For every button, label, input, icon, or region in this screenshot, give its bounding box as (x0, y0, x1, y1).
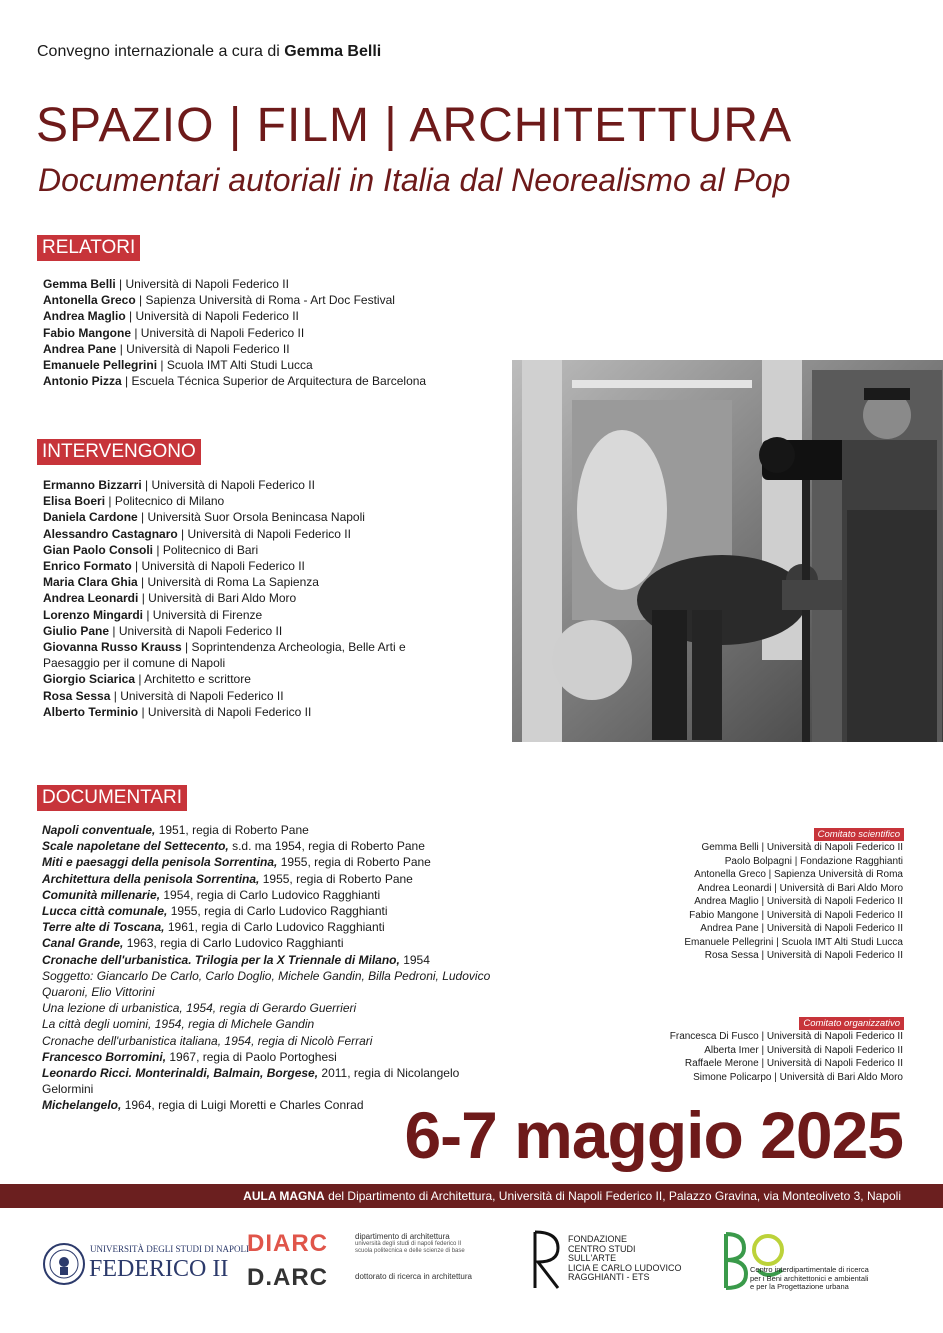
person-row: Elisa Boeri | Politecnico di Milano (43, 494, 225, 509)
darc-desc: dottorato di ricerca in architettura (355, 1272, 472, 1281)
person-affiliation: Università di Firenze (152, 607, 263, 622)
film-info: 1964, regia di Luigi Moretti e Charles Conrad (124, 1098, 364, 1113)
person-name: Maria Clara Ghia (43, 575, 138, 590)
person-name: Enrico Formato (43, 559, 132, 574)
person-row: Fabio Mangone | Università di Napoli Federico II (43, 325, 305, 340)
committee-member: Andrea Pane | Università di Napoli Federico II (700, 923, 903, 934)
person-row: Andrea Leonardi | Università di Bari Aldo Moro (43, 591, 297, 606)
film-row (42, 919, 512, 935)
page-subtitle: Documentari autoriali in Italia dal Neorealismo al Pop (38, 162, 791, 198)
page-title: SPAZIO | FILM | ARCHITETTURA (36, 99, 793, 152)
film-title: Terre alte di Toscana, (42, 920, 165, 935)
film-info: La città degli uomini, 1954, regia di Michele Gandin (42, 1017, 315, 1032)
film-row (42, 1065, 512, 1097)
fondazione-line-4: LICIA E CARLO LUDOVICO (568, 1262, 682, 1273)
person-row: Giorgio Sciarica | Architetto e scrittore (43, 672, 251, 687)
film-title: Canal Grande, (42, 936, 124, 951)
bao-text (750, 1266, 869, 1292)
committee-member: Simone Policarpo | Università di Bari Aldo Moro (693, 1071, 903, 1083)
unina-seal-icon (42, 1242, 86, 1286)
person-row: Giulio Pane | Università di Napoli Federico II (43, 623, 283, 638)
person-affiliation: Università Suor Orsola Benincasa Napoli (147, 510, 365, 525)
film-row (42, 1000, 512, 1016)
person-row: Giovanna Russo Krauss | Soprintendenza Archeologia, Belle Arti e (43, 640, 406, 655)
diarc-desc-2: università degli studi di napoli federico II (355, 1241, 462, 1247)
person-name: Alessandro Castagnaro (43, 526, 178, 541)
person-row: Alberto Terminio | Università di Napoli Federico II (43, 704, 312, 719)
film-info: 1954, regia di Carlo Ludovico Ragghianti (163, 887, 381, 902)
section-heading-intervengono: INTERVENGONO (37, 439, 201, 465)
person-affiliation: Università di Napoli Federico II (141, 559, 305, 574)
film-info: 2011, regia di Nicolangelo Gelormini (42, 1066, 460, 1097)
committee-member: Antonella Greco | Sapienza Università di Roma (694, 869, 903, 880)
person-affiliation: Politecnico di Bari (162, 542, 259, 557)
person-row: Antonella Greco | Sapienza Università di Roma - Art Doc Festival (43, 293, 395, 308)
person-row: Gian Paolo Consoli | Politecnico di Bari (43, 542, 259, 557)
person-affiliation: Scuola IMT Alti Studi Lucca (166, 358, 313, 373)
unina-top-text: UNIVERSITÀ DEGLI STUDI DI NAPOLI (90, 1244, 249, 1254)
film-title: Napoli conventuale, (42, 823, 156, 837)
film-title: Michelangelo, (42, 1098, 122, 1113)
relatori-list (43, 276, 426, 389)
film-info: 1967, regia di Paolo Portoghesi (169, 1049, 337, 1064)
person-row: Ermanno Bizzarri | Università di Napoli Federico II (43, 478, 315, 492)
film-title: Architettura della penisola Sorrentina, (42, 871, 260, 886)
film-title: Leonardo Ricci. Monterinaldi, Balmain, Borgese, (42, 1066, 319, 1081)
person-affiliation: Università di Roma La Sapienza (147, 575, 319, 590)
film-title: Scale napoletane del Settecento, (42, 839, 229, 854)
person-affiliation: Università di Napoli Federico II (187, 526, 351, 541)
person-name: Rosa Sessa (43, 688, 111, 703)
comitato-scientifico-list (684, 841, 903, 963)
fondazione-line-3: SULL'ARTE (568, 1253, 617, 1263)
film-row (42, 1049, 512, 1065)
person-row: Maria Clara Ghia | Università di Roma La Sapienza (43, 575, 319, 590)
film-info: 1955, regia di Roberto Pane (280, 855, 431, 870)
film-info: Una lezione di urbanistica, 1954, regia di Gerardo Guerrieri (42, 1001, 357, 1016)
person-row: Gemma Belli | Università di Napoli Federico II (43, 277, 289, 291)
film-info: 1951, regia di Roberto Pane (158, 823, 309, 837)
film-row (42, 822, 512, 838)
venue-bar (0, 1184, 943, 1208)
diarc-desc-3: scuola politecnica e delle scienze di base (355, 1248, 465, 1254)
person-row: Lorenzo Mingardi | Università di Firenze (43, 607, 263, 622)
person-affiliation: Università di Napoli Federico II (120, 688, 284, 703)
film-row (42, 838, 512, 854)
curator-name: Gemma Belli (284, 43, 382, 60)
person-affiliation: Paesaggio per il comune di Napoli (43, 656, 226, 671)
archival-photo-illustration (512, 360, 943, 742)
film-row (42, 903, 512, 919)
committee-member: Alberta Imer | Università di Napoli Federico II (704, 1044, 903, 1056)
person-row: Enrico Formato | Università di Napoli Federico II (43, 559, 305, 574)
darc-wordmark: D.ARC (247, 1264, 328, 1291)
person-row: Rosa Sessa | Università di Napoli Federico II (43, 688, 284, 703)
film-row (42, 854, 512, 870)
person-affiliation: Soprintendenza Archeologia, Belle Arti e (191, 640, 406, 655)
person-name: Andrea Maglio (43, 309, 126, 324)
person-row: Antonio Pizza | Escuela Técnica Superior de Arquitectura de Barcelona (43, 374, 427, 389)
person-name: Elisa Boeri (43, 494, 106, 509)
person-affiliation: Università di Napoli Federico II (135, 309, 299, 324)
section-heading-relatori: RELATORI (37, 235, 140, 261)
venue-address: del Dipartimento di Architettura, Università di Napoli Federico II, Palazzo Gravina, via Monteoliveto 3, Napoli (328, 1189, 901, 1203)
person-name: Ermanno Bizzarri (43, 478, 142, 492)
person-affiliation: Università di Bari Aldo Moro (148, 591, 297, 606)
intervengono-list (43, 477, 406, 720)
film-title: Francesco Borromini, (42, 1049, 167, 1064)
person-name: Gemma Belli (43, 277, 116, 291)
film-row (42, 887, 512, 903)
documentari-list (42, 822, 512, 1114)
committee-member: Emanuele Pellegrini | Scuola IMT Alti Studi Lucca (684, 936, 903, 948)
unina-name: FEDERICO II (89, 1256, 229, 1282)
person-affiliation: Università di Napoli Federico II (125, 277, 289, 291)
committee-member: Andrea Maglio | Università di Napoli Federico II (694, 896, 903, 907)
person-affiliation: Escuela Técnica Superior de Arquitectura de Barcelona (131, 374, 427, 389)
fondazione-r-icon (532, 1230, 562, 1290)
person-name: Andrea Pane (43, 341, 117, 356)
person-name: Giulio Pane (43, 623, 110, 638)
person-affiliation: Università di Napoli Federico II (126, 341, 290, 356)
film-row (42, 935, 512, 951)
person-name: Alberto Terminio (43, 704, 139, 719)
fondazione-logo (532, 1230, 692, 1290)
person-row: Andrea Pane | Università di Napoli Federico II (43, 341, 290, 356)
person-row (43, 655, 406, 671)
person-row: Alessandro Castagnaro | Università di Napoli Federico II (43, 526, 351, 541)
person-affiliation: Università di Napoli Federico II (140, 325, 305, 340)
person-row: Emanuele Pellegrini | Scuola IMT Alti Studi Lucca (43, 358, 313, 373)
person-name: Giorgio Sciarica (43, 672, 136, 687)
section-heading-documentari: DOCUMENTARI (37, 785, 187, 811)
diarc-logo (247, 1230, 487, 1292)
person-affiliation: Università di Napoli Federico II (118, 623, 283, 638)
committee-member: Gemma Belli | Università di Napoli Federico II (701, 842, 903, 853)
committee-member: Francesca Di Fusco | Università di Napoli Federico II (669, 1031, 903, 1042)
fondazione-line-2: CENTRO STUDI (568, 1243, 636, 1254)
person-affiliation: Sapienza Università di Roma - Art Doc Festival (145, 293, 395, 308)
film-info: Soggetto: Giancarlo De Carlo, Carlo Doglio, Michele Gandin, Billa Pedroni, Ludovico Quaroni, Elio Vittorini (42, 968, 491, 1000)
person-name: Antonio Pizza (43, 374, 122, 389)
comitato-organizzativo-list (670, 1030, 903, 1084)
person-name: Fabio Mangone (43, 325, 131, 340)
archival-photo (512, 360, 943, 742)
film-info: 1955, regia di Carlo Ludovico Ragghianti (170, 904, 388, 919)
person-affiliation: Università di Napoli Federico II (151, 478, 315, 492)
person-row: Andrea Maglio | Università di Napoli Federico II (43, 309, 299, 324)
film-info: Cronache dell'urbanistica italiana, 1954, regia di Nicolò Ferrari (42, 1033, 373, 1048)
fondazione-line-1: FONDAZIONE (568, 1234, 628, 1244)
event-date: 6-7 maggio 2025 (404, 1098, 903, 1172)
diarc-desc-1: dipartimento di architettura (355, 1232, 450, 1241)
committee-member: Rosa Sessa | Università di Napoli Federico II (704, 950, 903, 961)
film-title: Cronache dell'urbanistica. Trilogia per la X Triennale di Milano, (42, 952, 400, 967)
venue-hall: AULA MAGNA (243, 1189, 325, 1203)
curator-line (37, 43, 381, 61)
bao-logo (722, 1230, 912, 1292)
person-affiliation: Università di Napoli Federico II (147, 704, 312, 719)
person-name: Andrea Leonardi (43, 591, 139, 606)
film-info: s.d. ma 1954, regia di Roberto Pane (232, 839, 425, 854)
person-name: Antonella Greco (43, 293, 136, 308)
film-title: Miti e paesaggi della penisola Sorrentina, (42, 855, 278, 870)
person-name: Emanuele Pellegrini (43, 358, 158, 373)
film-info: 1955, regia di Roberto Pane (262, 871, 413, 886)
unina-logo (42, 1240, 249, 1288)
committee-member: Fabio Mangone | Università di Napoli Federico II (689, 909, 903, 921)
film-row (42, 952, 512, 968)
person-name: Lorenzo Mingardi (43, 607, 143, 622)
film-info: 1954 (403, 952, 430, 967)
bao-line-3: e per la Progettazione urbana (750, 1282, 849, 1291)
film-title: Lucca città comunale, (42, 904, 168, 919)
comitato-scientifico-heading: Comitato scientifico (814, 828, 904, 841)
person-affiliation: Architetto e scrittore (144, 672, 251, 687)
film-info: 1961, regia di Carlo Ludovico Ragghianti (167, 920, 385, 935)
person-name: Daniela Cardone (43, 510, 138, 525)
fondazione-text (568, 1235, 682, 1283)
comitato-organizzativo-heading: Comitato organizzativo (799, 1017, 904, 1030)
committee-member: Paolo Bolpagni | Fondazione Ragghianti (724, 855, 903, 867)
person-row: Daniela Cardone | Università Suor Orsola Benincasa Napoli (43, 510, 365, 525)
bao-line-1: Centro interdipartimentale di ricerca (750, 1265, 869, 1274)
diarc-wordmark: DIARC (247, 1230, 328, 1257)
committee-member: Raffaele Merone | Università di Napoli Federico II (684, 1058, 903, 1069)
fondazione-line-5: RAGGHIANTI - ETS (568, 1272, 650, 1282)
curator-prefix: Convegno internazionale a cura di (37, 43, 280, 60)
film-row (42, 1033, 512, 1049)
person-name: Gian Paolo Consoli (43, 542, 154, 557)
film-title: Comunità millenarie, (42, 887, 161, 902)
bao-line-2: per i Beni architettonici e ambientali (750, 1273, 869, 1283)
film-row (42, 871, 512, 887)
film-info: 1963, regia di Carlo Ludovico Ragghianti (126, 936, 344, 951)
film-row (42, 968, 512, 1000)
committee-member: Andrea Leonardi | Università di Bari Aldo Moro (697, 882, 903, 894)
person-affiliation: Politecnico di Milano (114, 494, 225, 509)
film-row (42, 1016, 512, 1032)
person-name: Giovanna Russo Krauss (43, 640, 182, 655)
